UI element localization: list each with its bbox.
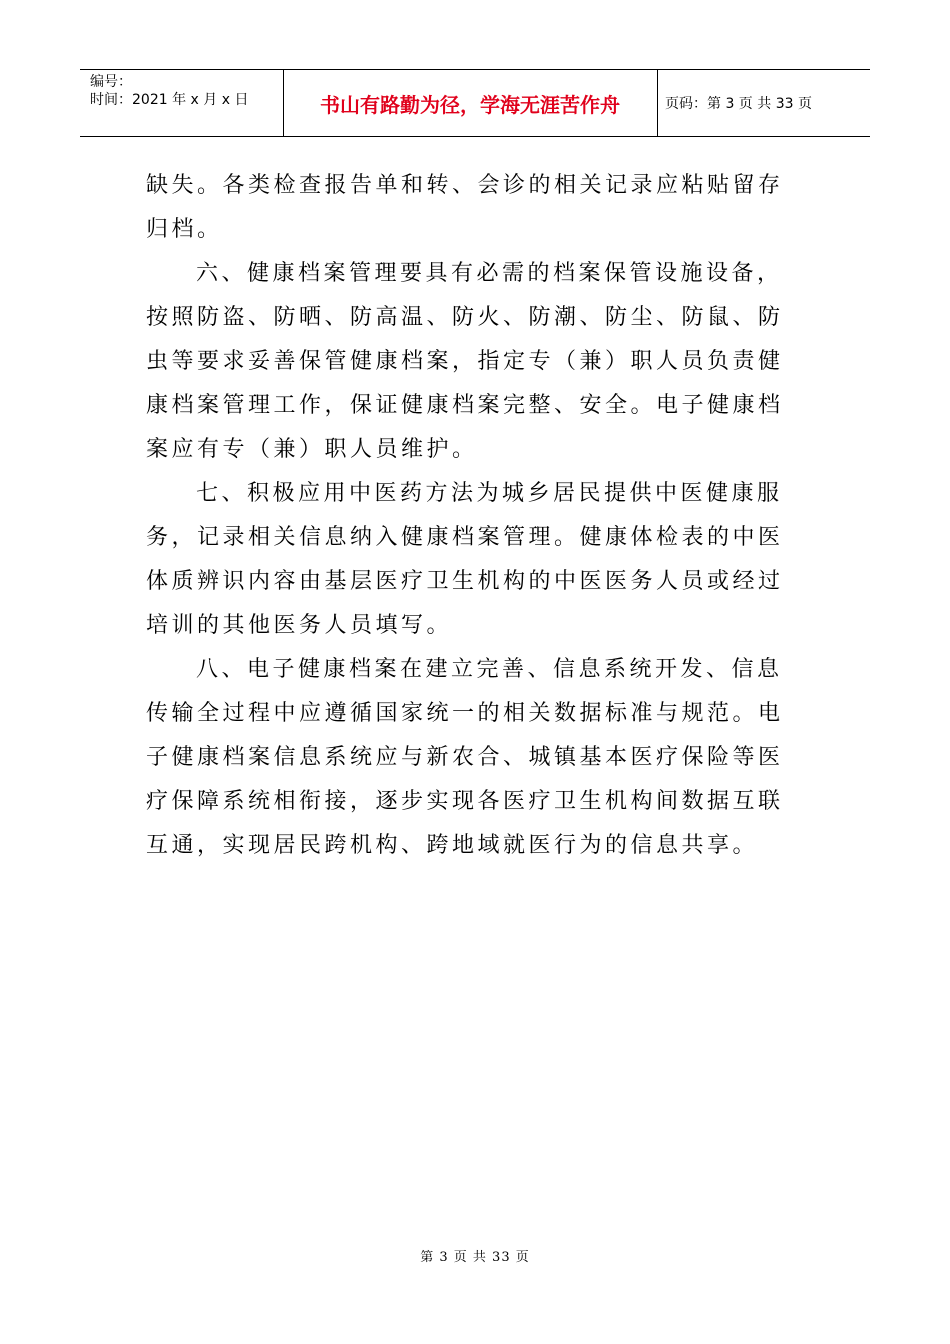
paragraph-item-8: 八、电子健康档案在建立完善、信息系统开发、信息传输全过程中应遵循国家统一的相关数据标准与规范。电子健康档案信息系统应与新农合、城镇基本医疗保险等医疗保障系统相衔接，逐步实现各医疗卫生机构间数据互联互通，实现居民跨机构、跨地域就医行为的信息共享。 — [146, 657, 784, 858]
header-page-info: 页码：第 3 页 共 33 页 — [665, 96, 812, 112]
paragraph-item-6: 六、健康档案管理要具有必需的档案保管设施设备，按照防盗、防晒、防高温、防火、防潮、防尘、防鼠、防虫等要求妥善保管健康档案，指定专（兼）职人员负责健康档案管理工作，保证健康档案完整、安全。电子健康档案应有专（兼）职人员维护。 — [146, 261, 784, 462]
page-header — [80, 69, 870, 137]
header-motto: 书山有路勤为径，学海无涯苦作舟 — [283, 70, 658, 136]
paragraph-continuation: 缺失。各类检查报告单和转、会诊的相关记录应粘贴留存归档。 — [146, 173, 784, 242]
page-footer: 第 3 页 共 33 页 — [420, 1250, 530, 1265]
header-meta — [80, 70, 284, 136]
paragraph-item-7: 七、积极应用中医药方法为城乡居民提供中医健康服务，记录相关信息纳入健康档案管理。健康体检表的中医体质辨识内容由基层医疗卫生机构的中医医务人员或经过培训的其他医务人员填写。 — [146, 481, 784, 638]
document-body — [146, 164, 786, 868]
document-number-label: 编号： — [90, 74, 132, 90]
document-time-label: 时间：2021 年 x 月 x 日 — [90, 92, 249, 108]
